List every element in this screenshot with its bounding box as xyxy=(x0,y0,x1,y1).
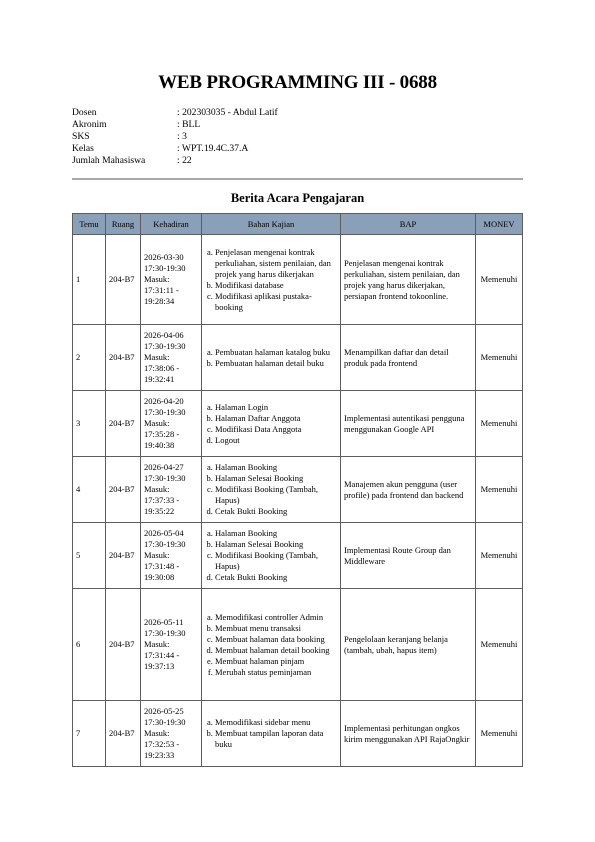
info-value: : WPT.19.4C.37.A xyxy=(177,143,249,154)
cell-kehadiran xyxy=(141,589,202,701)
info-row xyxy=(72,107,278,119)
bahan-item: a. Memodifikasi sidebar menu xyxy=(215,717,337,728)
bahan-item: b. Halaman Daftar Anggota xyxy=(215,413,337,424)
bahan-list xyxy=(205,462,337,517)
bahan-item: a. Halaman Booking xyxy=(215,528,337,539)
kehadiran-time: 17:30-19:30 xyxy=(144,717,186,727)
cell-temu: 2 xyxy=(73,325,106,391)
bahan-item: b. Halaman Selesai Booking xyxy=(215,539,337,550)
kehadiran-date: 2026-05-04 xyxy=(144,528,184,538)
bahan-item: c. Modifikasi aplikasi pustaka-booking xyxy=(215,291,337,313)
cell-temu: 6 xyxy=(73,589,106,701)
kehadiran-time: 17:30-19:30 xyxy=(144,341,186,351)
bahan-item: c. Membuat halaman data booking xyxy=(215,634,337,645)
bahan-item: d. Membuat halaman detail booking xyxy=(215,645,337,656)
bahan-item: c. Modifikasi Booking (Tambah, Hapus) xyxy=(215,484,337,506)
info-row xyxy=(72,131,278,143)
cell-temu: 4 xyxy=(73,457,106,523)
kehadiran-masuk: 17:35:28 - 19:40:38 xyxy=(144,429,180,450)
bahan-item: c. Modifikasi Data Anggota xyxy=(215,424,337,435)
kehadiran-masuk: 17:31:11 - 19:28:34 xyxy=(144,285,179,306)
header-bahan-kajian: Bahan Kajian xyxy=(202,214,341,235)
bahan-item: a. Memodifikasi controller Admin xyxy=(215,612,337,623)
kehadiran-date: 2026-03-30 xyxy=(144,252,184,262)
cell-monev: Memenuhi xyxy=(476,701,523,767)
info-row xyxy=(72,119,278,131)
section-title: Berita Acara Pengajaran xyxy=(230,191,365,205)
kehadiran-masuk-label: Masuk: xyxy=(144,274,170,284)
table-row xyxy=(73,701,523,767)
table-row xyxy=(73,391,523,457)
cell-kehadiran xyxy=(141,391,202,457)
cell-bahan-kajian xyxy=(202,391,341,457)
cell-kehadiran xyxy=(141,701,202,767)
cell-bap: Pengelolaan keranjang belanja (tambah, ubah, hapus item) xyxy=(341,589,476,701)
kehadiran-masuk: 17:31:44 - 19:37:13 xyxy=(144,650,180,671)
bahan-item: b. Modifikasi database xyxy=(215,280,337,291)
info-label: Jumlah Mahasiswa xyxy=(72,155,146,166)
table-row xyxy=(73,523,523,589)
table-row xyxy=(73,457,523,523)
cell-temu: 7 xyxy=(73,701,106,767)
cell-bap: Manajemen akun pengguna (user profile) pada frontend dan backend xyxy=(341,457,476,523)
bahan-list xyxy=(205,528,337,583)
kehadiran-date: 2026-04-20 xyxy=(144,396,184,406)
bahan-list xyxy=(205,347,337,369)
kehadiran-masuk-label: Masuk: xyxy=(144,550,170,560)
kehadiran-time: 17:30-19:30 xyxy=(144,628,186,638)
bahan-item: d. Logout xyxy=(215,435,337,446)
info-value: : 22 xyxy=(177,155,192,166)
bahan-list xyxy=(205,247,337,313)
kehadiran-date: 2026-05-11 xyxy=(144,617,184,627)
kehadiran-masuk-label: Masuk: xyxy=(144,352,170,362)
bahan-list xyxy=(205,612,337,678)
info-value: : 202303035 - Abdul Latif xyxy=(177,107,278,118)
table-row xyxy=(73,325,523,391)
header-bap: BAP xyxy=(341,214,476,235)
cell-ruang: 204-B7 xyxy=(106,523,141,589)
cell-kehadiran xyxy=(141,235,202,325)
kehadiran-masuk-label: Masuk: xyxy=(144,418,170,428)
bahan-item: a. Pembuatan halaman katalog buku xyxy=(215,347,337,358)
cell-bahan-kajian xyxy=(202,457,341,523)
bahan-item: d. Cetak Bukti Booking xyxy=(215,572,337,583)
bahan-item: f. Merubah status peminjaman xyxy=(215,667,337,678)
cell-bap: Implementasi autentikasi pengguna menggunakan Google API xyxy=(341,391,476,457)
bahan-item: b. Membuat menu transaksi xyxy=(215,623,337,634)
cell-monev: Memenuhi xyxy=(476,235,523,325)
kehadiran-date: 2026-04-27 xyxy=(144,462,184,472)
cell-ruang: 204-B7 xyxy=(106,701,141,767)
kehadiran-masuk: 17:37:33 - 19:35:22 xyxy=(144,495,180,516)
cell-ruang: 204-B7 xyxy=(106,589,141,701)
course-title: WEB PROGRAMMING III - 0688 xyxy=(158,72,437,93)
bahan-list xyxy=(205,402,337,446)
cell-bap: Menampilkan daftar dan detail produk pada frontend xyxy=(341,325,476,391)
cell-ruang: 204-B7 xyxy=(106,235,141,325)
kehadiran-masuk-label: Masuk: xyxy=(144,639,170,649)
info-label: Akronim xyxy=(72,119,107,130)
header-temu: Temu xyxy=(73,214,106,235)
cell-bahan-kajian xyxy=(202,235,341,325)
cell-bahan-kajian xyxy=(202,589,341,701)
cell-ruang: 204-B7 xyxy=(106,457,141,523)
table-header-row xyxy=(73,214,523,235)
cell-ruang: 204-B7 xyxy=(106,391,141,457)
kehadiran-masuk-label: Masuk: xyxy=(144,728,170,738)
header-ruang: Ruang xyxy=(106,214,141,235)
cell-kehadiran xyxy=(141,325,202,391)
header-monev: MONEV xyxy=(476,214,523,235)
cell-monev: Memenuhi xyxy=(476,325,523,391)
kehadiran-masuk-label: Masuk: xyxy=(144,484,170,494)
kehadiran-time: 17:30-19:30 xyxy=(144,539,186,549)
bahan-item: a. Penjelasan mengenai kontrak perkuliahan, sistem penilaian, dan projek yang harus dikerjakan xyxy=(215,247,337,280)
kehadiran-time: 17:30-19:30 xyxy=(144,263,186,273)
course-info-body xyxy=(72,107,278,167)
course-info xyxy=(72,107,278,167)
info-label: Dosen xyxy=(72,107,97,118)
cell-bap: Implementasi perhitungan ongkos kirim menggunakan API RajaOngkir xyxy=(341,701,476,767)
cell-kehadiran xyxy=(141,457,202,523)
cell-temu: 5 xyxy=(73,523,106,589)
table-row xyxy=(73,235,523,325)
kehadiran-time: 17:30-19:30 xyxy=(144,473,186,483)
info-row xyxy=(72,155,278,167)
cell-temu: 3 xyxy=(73,391,106,457)
kehadiran-date: 2026-04-06 xyxy=(144,330,184,340)
cell-monev: Memenuhi xyxy=(476,589,523,701)
info-label: SKS xyxy=(72,131,90,142)
bahan-item: b. Halaman Selesai Booking xyxy=(215,473,337,484)
info-value: : 3 xyxy=(177,131,187,142)
bahan-item: d. Cetak Bukti Booking xyxy=(215,506,337,517)
cell-kehadiran xyxy=(141,523,202,589)
kehadiran-masuk: 17:32:53 - 19:23:33 xyxy=(144,739,180,760)
cell-monev: Memenuhi xyxy=(476,457,523,523)
bap-table-body xyxy=(73,235,523,767)
cell-temu: 1 xyxy=(73,235,106,325)
bahan-item: b. Pembuatan halaman detail buku xyxy=(215,358,337,369)
cell-ruang: 204-B7 xyxy=(106,325,141,391)
divider xyxy=(72,178,523,180)
bahan-list xyxy=(205,717,337,750)
kehadiran-masuk: 17:31:48 - 19:30:08 xyxy=(144,561,180,582)
info-label: Kelas xyxy=(72,143,94,154)
bahan-item: a. Halaman Login xyxy=(215,402,337,413)
cell-monev: Memenuhi xyxy=(476,391,523,457)
kehadiran-time: 17:30-19:30 xyxy=(144,407,186,417)
cell-bahan-kajian xyxy=(202,523,341,589)
kehadiran-date: 2026-05-25 xyxy=(144,706,184,716)
header-kehadiran: Kehadiran xyxy=(141,214,202,235)
bahan-item: e. Membuat halaman pinjam xyxy=(215,656,337,667)
cell-bahan-kajian xyxy=(202,325,341,391)
kehadiran-masuk: 17:38:06 - 19:32:41 xyxy=(144,363,180,384)
info-value: : BLL xyxy=(177,119,201,130)
bahan-item: c. Modifikasi Booking (Tambah, Hapus) xyxy=(215,550,337,572)
cell-bahan-kajian xyxy=(202,701,341,767)
cell-bap: Implementasi Route Group dan Middleware xyxy=(341,523,476,589)
bahan-item: b. Membuat tampilan laporan data buku xyxy=(215,728,337,750)
cell-bap: Penjelasan mengenai kontrak perkuliahan, sistem penilaian, dan projek yang harus dikerjakan, persiapan frontend tokoonline. xyxy=(341,235,476,325)
table-row xyxy=(73,589,523,701)
cell-monev: Memenuhi xyxy=(476,523,523,589)
bahan-item: a. Halaman Booking xyxy=(215,462,337,473)
bap-table xyxy=(72,213,523,767)
info-row xyxy=(72,143,278,155)
